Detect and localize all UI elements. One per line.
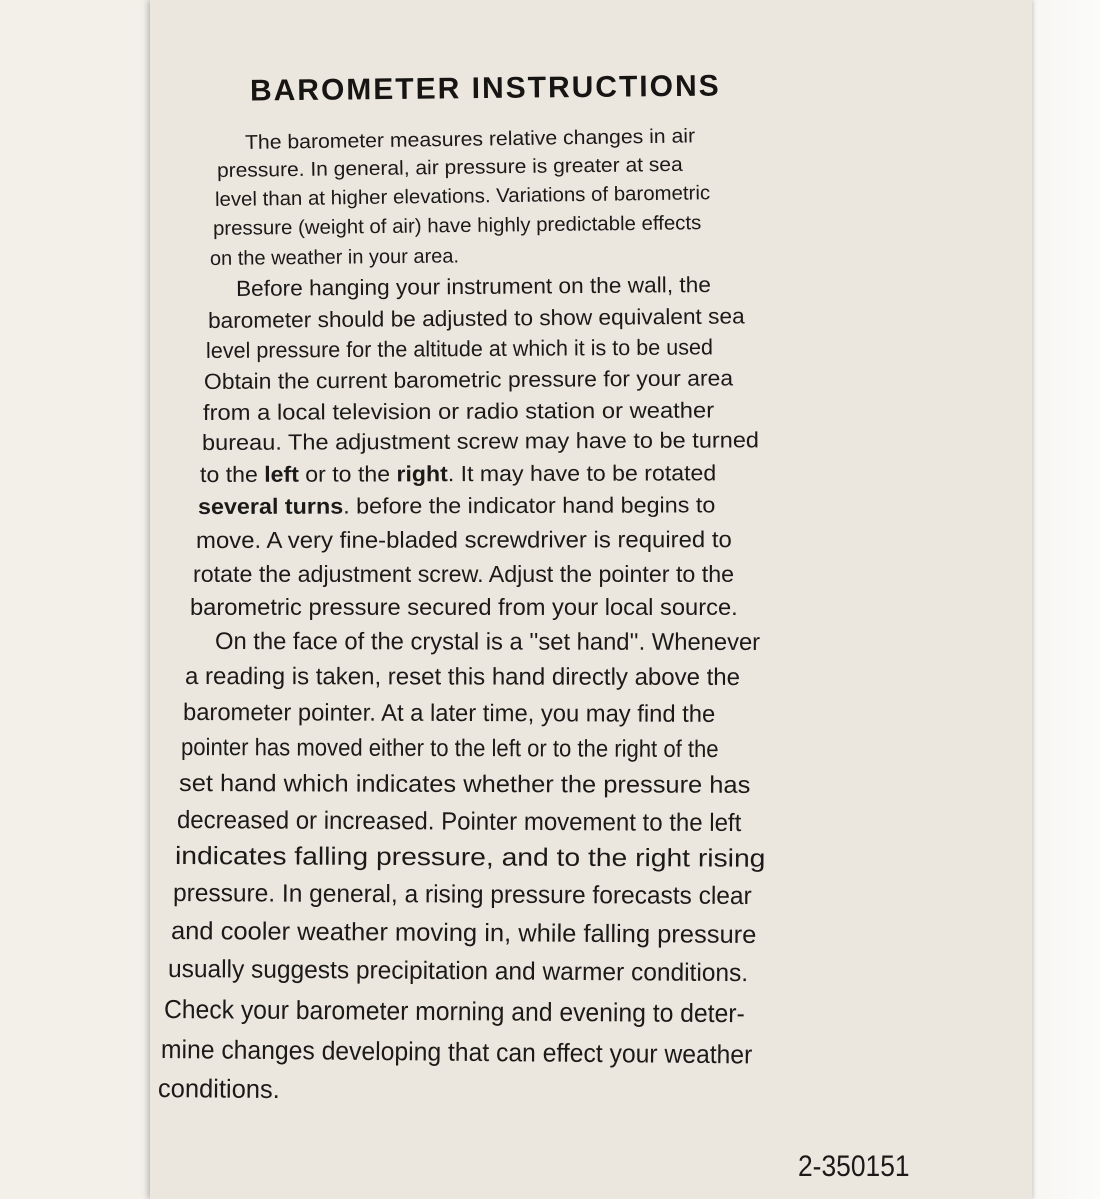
p3-line-2: a reading is taken, reset this hand directly above the xyxy=(184,663,741,691)
p2-line-11: barometric pressure secured from your local source. xyxy=(190,594,738,620)
p1-line-1: The barometer measures relative changes in air xyxy=(244,125,696,154)
p3-line-11: Check your barometer morning and evening to deter- xyxy=(163,994,745,1029)
p2-line-9: move. A very fine-bladed screwdriver is required to xyxy=(195,526,732,553)
p1-line-2: pressure. In general, air pressure is greater at sea xyxy=(216,153,683,182)
emphasis-left: left xyxy=(264,461,299,487)
p3-line-6: decreased or increased. Pointer movement to the left xyxy=(176,806,742,838)
p2-line-8-part-2: . before the indicator hand begins to xyxy=(343,492,716,519)
p3-line-10: usually suggests precipitation and warmer conditions. xyxy=(167,955,749,988)
background-surface xyxy=(1030,0,1100,1199)
emphasis-right: right xyxy=(396,461,448,487)
p1-line-3: level than at higher elevations. Variations of barometric xyxy=(214,182,711,211)
p1-line-5: on the weather in your area. xyxy=(209,245,460,270)
p3-line-3: barometer pointer. At a later time, you may find the xyxy=(182,699,716,728)
p3-line-1: On the face of the crystal is a ''set hand''. Whenever xyxy=(214,628,761,656)
p3-line-4: pointer has moved either to the left or to the right of the xyxy=(180,734,719,764)
p2-line-8 xyxy=(198,492,715,520)
p2-line-1: Before hanging your instrument on the wall, the xyxy=(235,271,711,301)
p2-line-7-part-1: to the xyxy=(199,461,265,487)
p2-line-10: rotate the adjustment screw. Adjust the pointer to the xyxy=(193,561,735,587)
instruction-card xyxy=(150,0,1032,1199)
emphasis-several-turns: several turns xyxy=(197,493,344,519)
p2-line-5: from a local television or radio station or weather xyxy=(202,397,715,425)
p3-line-9: and cooler weather moving in, while falling pressure xyxy=(170,917,757,950)
p2-line-7 xyxy=(200,460,716,488)
p1-line-4: pressure (weight of air) have highly predictable effects xyxy=(212,212,702,240)
part-number: 2-350151 xyxy=(798,1150,910,1183)
p2-line-3: level pressure for the altitude at which it is to be used xyxy=(205,334,714,363)
p2-line-6: bureau. The adjustment screw may have to be turned xyxy=(201,427,760,455)
instruction-content xyxy=(150,0,1032,1199)
p2-line-7-part-3: . It may have to be rotated xyxy=(447,460,717,487)
p2-line-2: barometer should be adjusted to show equivalent sea xyxy=(207,303,745,333)
document-title: BAROMETER INSTRUCTIONS xyxy=(249,69,721,108)
p3-line-8: pressure. In general, a rising pressure forecasts clear xyxy=(172,879,752,911)
p3-line-13: conditions. xyxy=(157,1073,280,1105)
p3-line-12: mine changes developing that can effect your weather xyxy=(160,1034,753,1070)
p2-line-7-part-2: or to the xyxy=(298,461,397,487)
p2-line-4: Obtain the current barometric pressure for your area xyxy=(203,365,734,394)
p3-line-7: indicates falling pressure, and to the right rising xyxy=(174,842,766,873)
p3-line-5: set hand which indicates whether the pressure has xyxy=(178,770,751,799)
